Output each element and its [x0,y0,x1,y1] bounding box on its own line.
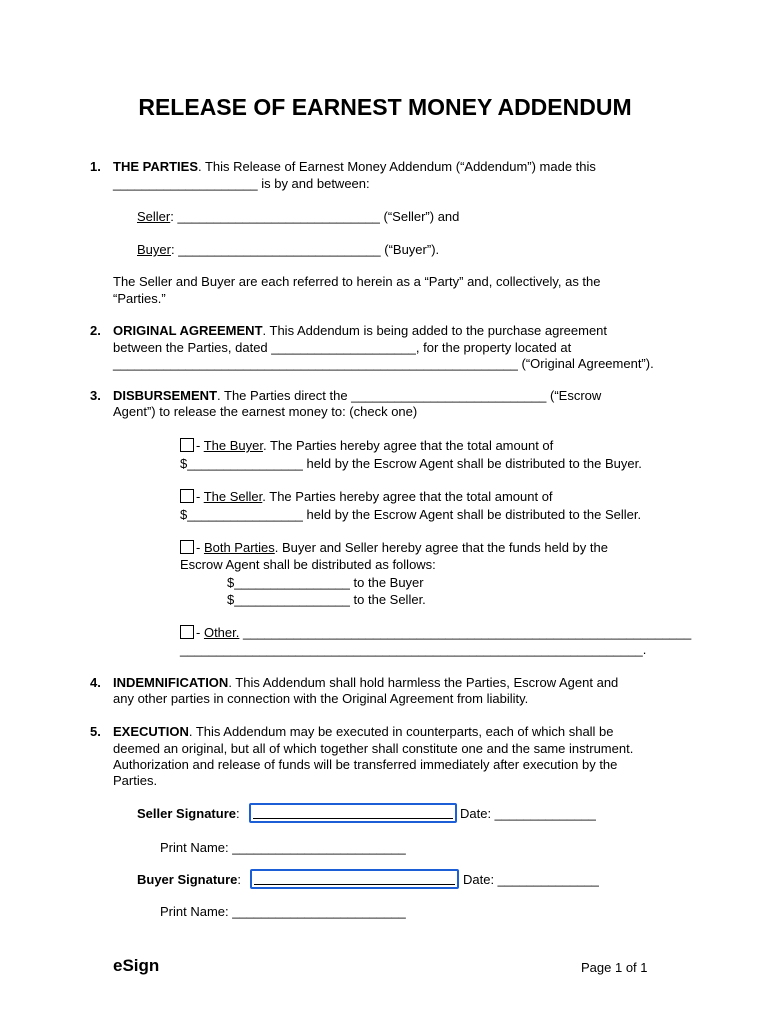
seller-checkbox[interactable] [180,489,194,503]
section-heading: THE PARTIES [113,159,198,174]
section-indemnification-line-1 [113,675,618,691]
both-buyer-amount-field[interactable]: $________________ to the Buyer [227,575,424,590]
section-execution-line-1 [113,724,614,740]
seller-print-name-field[interactable]: Print Name: ________________________ [160,840,406,855]
option-text: . The Parties hereby agree that the total amount of [262,489,553,504]
buyer-signature-label: Buyer Signature: [137,872,242,887]
section-text[interactable]: ____________________ is by and between: [113,176,370,191]
buyer-blank: : ____________________________ (“Buyer”). [170,242,440,257]
option-label: The Seller [203,489,263,504]
section-text: . This Addendum shall hold harmless the Parties, Escrow Agent and [228,675,619,690]
agreement-date-field[interactable]: between the Parties, dated ____________________, for the property located at [113,340,572,355]
seller-signature-label: Seller Signature: [137,806,240,821]
section-number: 1. [90,159,101,174]
section-heading: DISBURSEMENT [113,388,218,403]
buyer-checkbox[interactable] [180,438,194,452]
seller-label: Seller [137,209,171,224]
option-other: - Other. ______________________________________________________________ [180,625,691,641]
option-text: . Buyer and Seller hereby agree that the funds held by the [274,540,608,555]
buyer-signature-field[interactable] [250,869,459,889]
both-seller-amount-field[interactable]: $________________ to the Seller. [227,592,426,607]
section-number: 5. [90,724,101,739]
section-number: 2. [90,323,101,338]
section-number: 4. [90,675,101,690]
option-text: Escrow Agent shall be distributed as follows: [180,557,436,572]
section-text: The Seller and Buyer are each referred to herein as a “Party” and, collectively, as the [113,274,601,289]
signature-line [253,818,453,819]
esign-logo: eSign [113,956,160,975]
buyer-date-field[interactable]: Date: ______________ [463,872,599,887]
option-label: The Buyer [203,438,263,453]
section-text: Authorization and release of funds will be transferred immediately after execution by the [113,757,618,772]
option-label: Both Parties [203,540,275,555]
option-seller: - The Seller. The Parties hereby agree that the total amount of [180,489,553,505]
buyer-label: Buyer [137,242,171,257]
option-buyer: - The Buyer. The Parties hereby agree that the total amount of [180,438,553,454]
section-text: . This Addendum is being added to the purchase agreement [262,323,608,338]
other-checkbox[interactable] [180,625,194,639]
section-text: . This Addendum may be executed in counterparts, each of which shall be [188,724,614,739]
seller-amount-field[interactable]: $________________ held by the Escrow Agent shall be distributed to the Seller. [180,507,642,522]
other-field[interactable]: ______________________________________________________________ [239,625,692,640]
section-text: any other parties in connection with the Original Agreement from liability. [113,691,529,706]
section-text: “Parties.” [113,291,166,306]
option-text: . The Parties hereby agree that the total amount of [262,438,554,453]
section-text: Agent”) to release the earnest money to: (check one) [113,404,418,419]
seller-blank: : ____________________________ (“Seller”) and [170,209,460,224]
page-title: RELEASE OF EARNEST MONEY ADDENDUM [138,94,632,120]
section-text: . This Release of Earnest Money Addendum (“Addendum”) made this [198,159,596,174]
property-address-field[interactable]: ________________________________________________________ (“Original Agreement”). [113,356,654,371]
buyer-print-name-field[interactable]: Print Name: ________________________ [160,904,406,919]
seller-signature-field[interactable] [249,803,457,823]
section-text: . The Parties direct the ___________________________ (“Escrow [217,388,602,403]
section-text: Parties. [113,773,158,788]
escrow-agent-field[interactable] [113,388,601,404]
option-label: Other. [203,625,240,640]
seller-date-field[interactable]: Date: ______________ [460,806,596,821]
section-heading: EXECUTION [113,724,189,739]
other-field-line-2[interactable]: ________________________________________________________________. [180,642,647,657]
section-heading: ORIGINAL AGREEMENT [113,323,263,338]
section-number: 3. [90,388,101,403]
seller-field[interactable] [137,209,459,225]
section-heading: INDEMNIFICATION [113,675,229,690]
section-text: deemed an original, but all of which together shall constitute one and the same instrument. [113,741,634,756]
section-original-agreement-line-1 [113,323,607,339]
section-parties-line-1 [113,159,596,175]
signature-line [254,884,455,885]
page-number: Page 1 of 1 [581,960,648,975]
buyer-amount-field[interactable]: $________________ held by the Escrow Agent shall be distributed to the Buyer. [180,456,642,471]
buyer-field[interactable] [137,242,439,258]
both-parties-checkbox[interactable] [180,540,194,554]
option-both-parties: - Both Parties. Buyer and Seller hereby agree that the funds held by the [180,540,608,556]
